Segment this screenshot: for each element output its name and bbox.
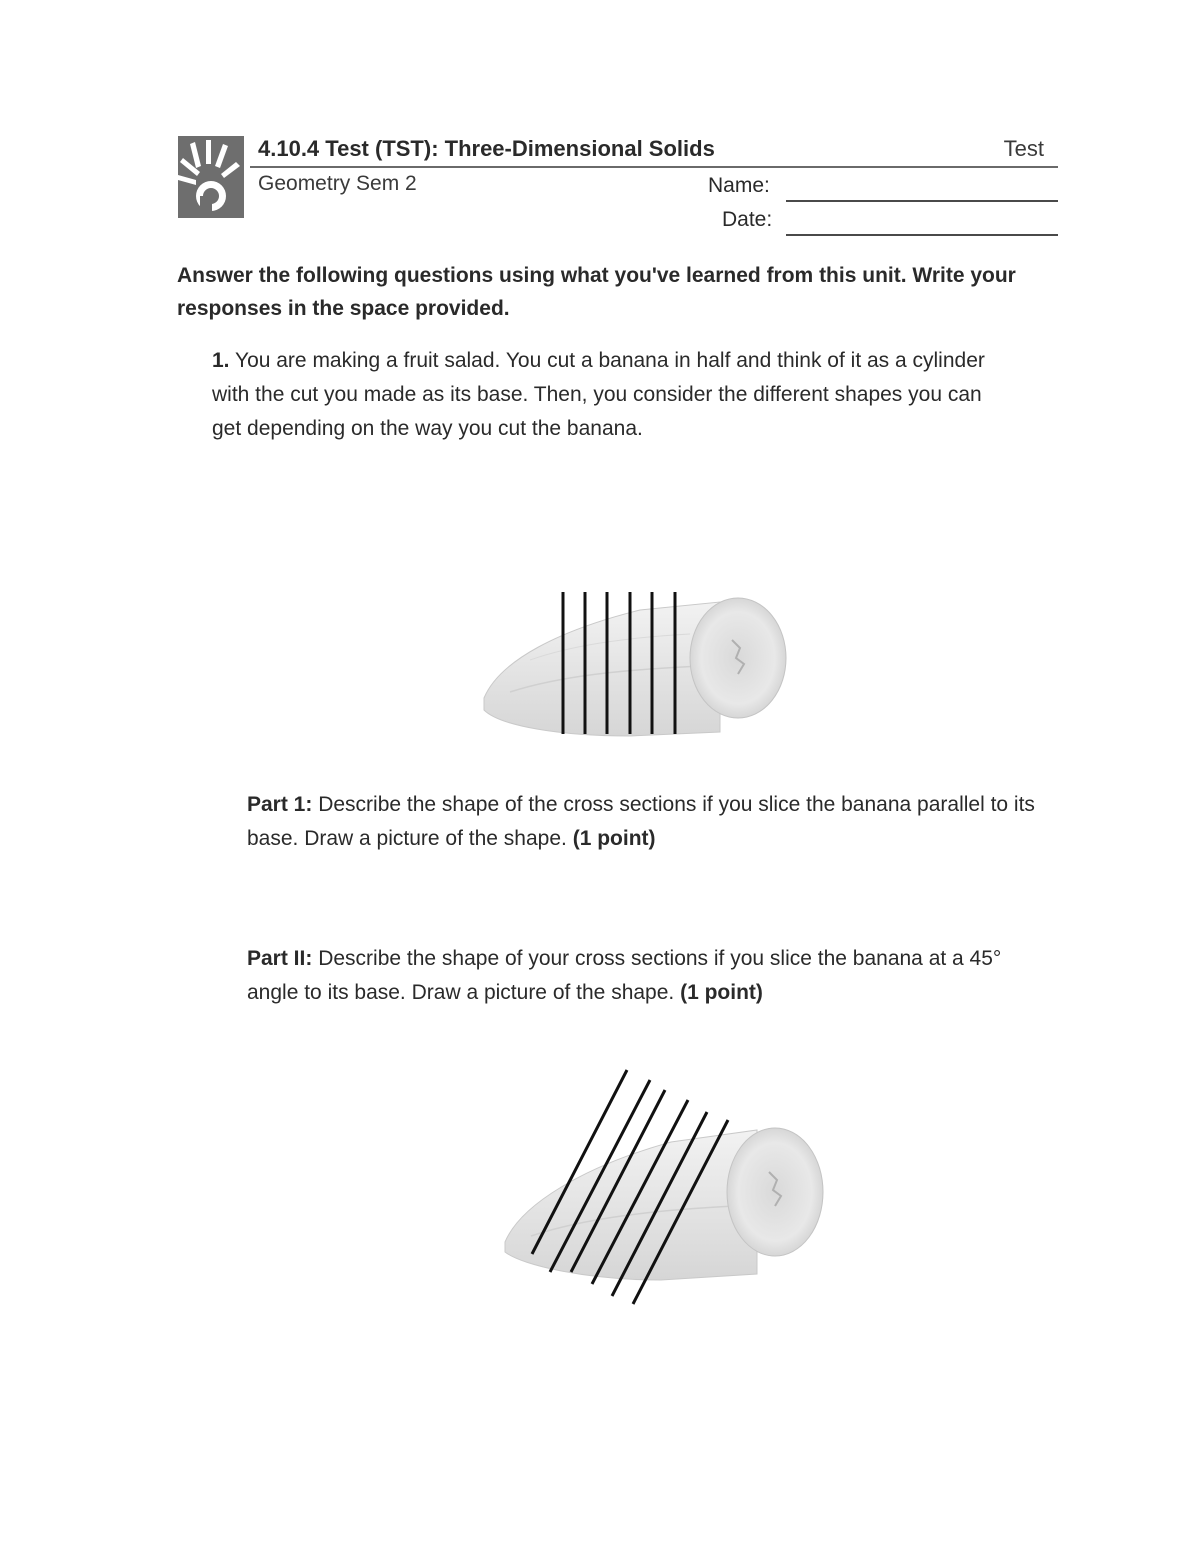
part-1-label: Part 1: bbox=[247, 793, 313, 816]
document-type-label: Test bbox=[1003, 136, 1044, 161]
header-divider bbox=[250, 166, 1058, 168]
date-label: Date: bbox=[722, 208, 773, 231]
part-2-points: (1 point) bbox=[680, 981, 763, 1004]
instructions: Answer the following questions using what you've learned from this unit. Write your responses in the space provided. bbox=[177, 264, 1016, 320]
question-text: You are making a fruit salad. You cut a banana in half and think of it as a cylinder with the cut you made as its base. Then, you consider the different shapes you can get depending on the way you cut the banana. bbox=[212, 349, 985, 440]
sunburst-logo-icon bbox=[178, 136, 244, 218]
date-line[interactable] bbox=[786, 234, 1058, 236]
page-title: 4.10.4 Test (TST): Three-Dimensional Solids bbox=[258, 136, 715, 161]
part-2-text: Describe the shape of your cross sections if you slice the banana at a 45° angle to its base. Draw a picture of the shape. bbox=[247, 947, 1002, 1004]
course-name: Geometry Sem 2 bbox=[258, 172, 417, 195]
part-1-points: (1 point) bbox=[572, 827, 656, 850]
part-2-label: Part II: bbox=[247, 947, 313, 970]
name-line[interactable] bbox=[786, 200, 1058, 202]
name-field[interactable] bbox=[690, 172, 1058, 202]
name-label: Name: bbox=[708, 174, 770, 197]
part-2 bbox=[247, 942, 1057, 1010]
part-1-text: Describe the shape of the cross sections if you slice the banana parallel to its base. Draw a picture of the shape. bbox=[247, 793, 1035, 850]
date-field[interactable] bbox=[690, 206, 1058, 236]
banana-body bbox=[505, 1128, 823, 1280]
question-number: 1. bbox=[212, 349, 230, 372]
banana-body bbox=[484, 598, 786, 736]
question-1 bbox=[212, 344, 1012, 446]
part-1 bbox=[247, 788, 1057, 856]
banana-parallel-cuts-figure bbox=[470, 580, 800, 740]
banana-angled-cuts-figure bbox=[495, 1060, 825, 1310]
